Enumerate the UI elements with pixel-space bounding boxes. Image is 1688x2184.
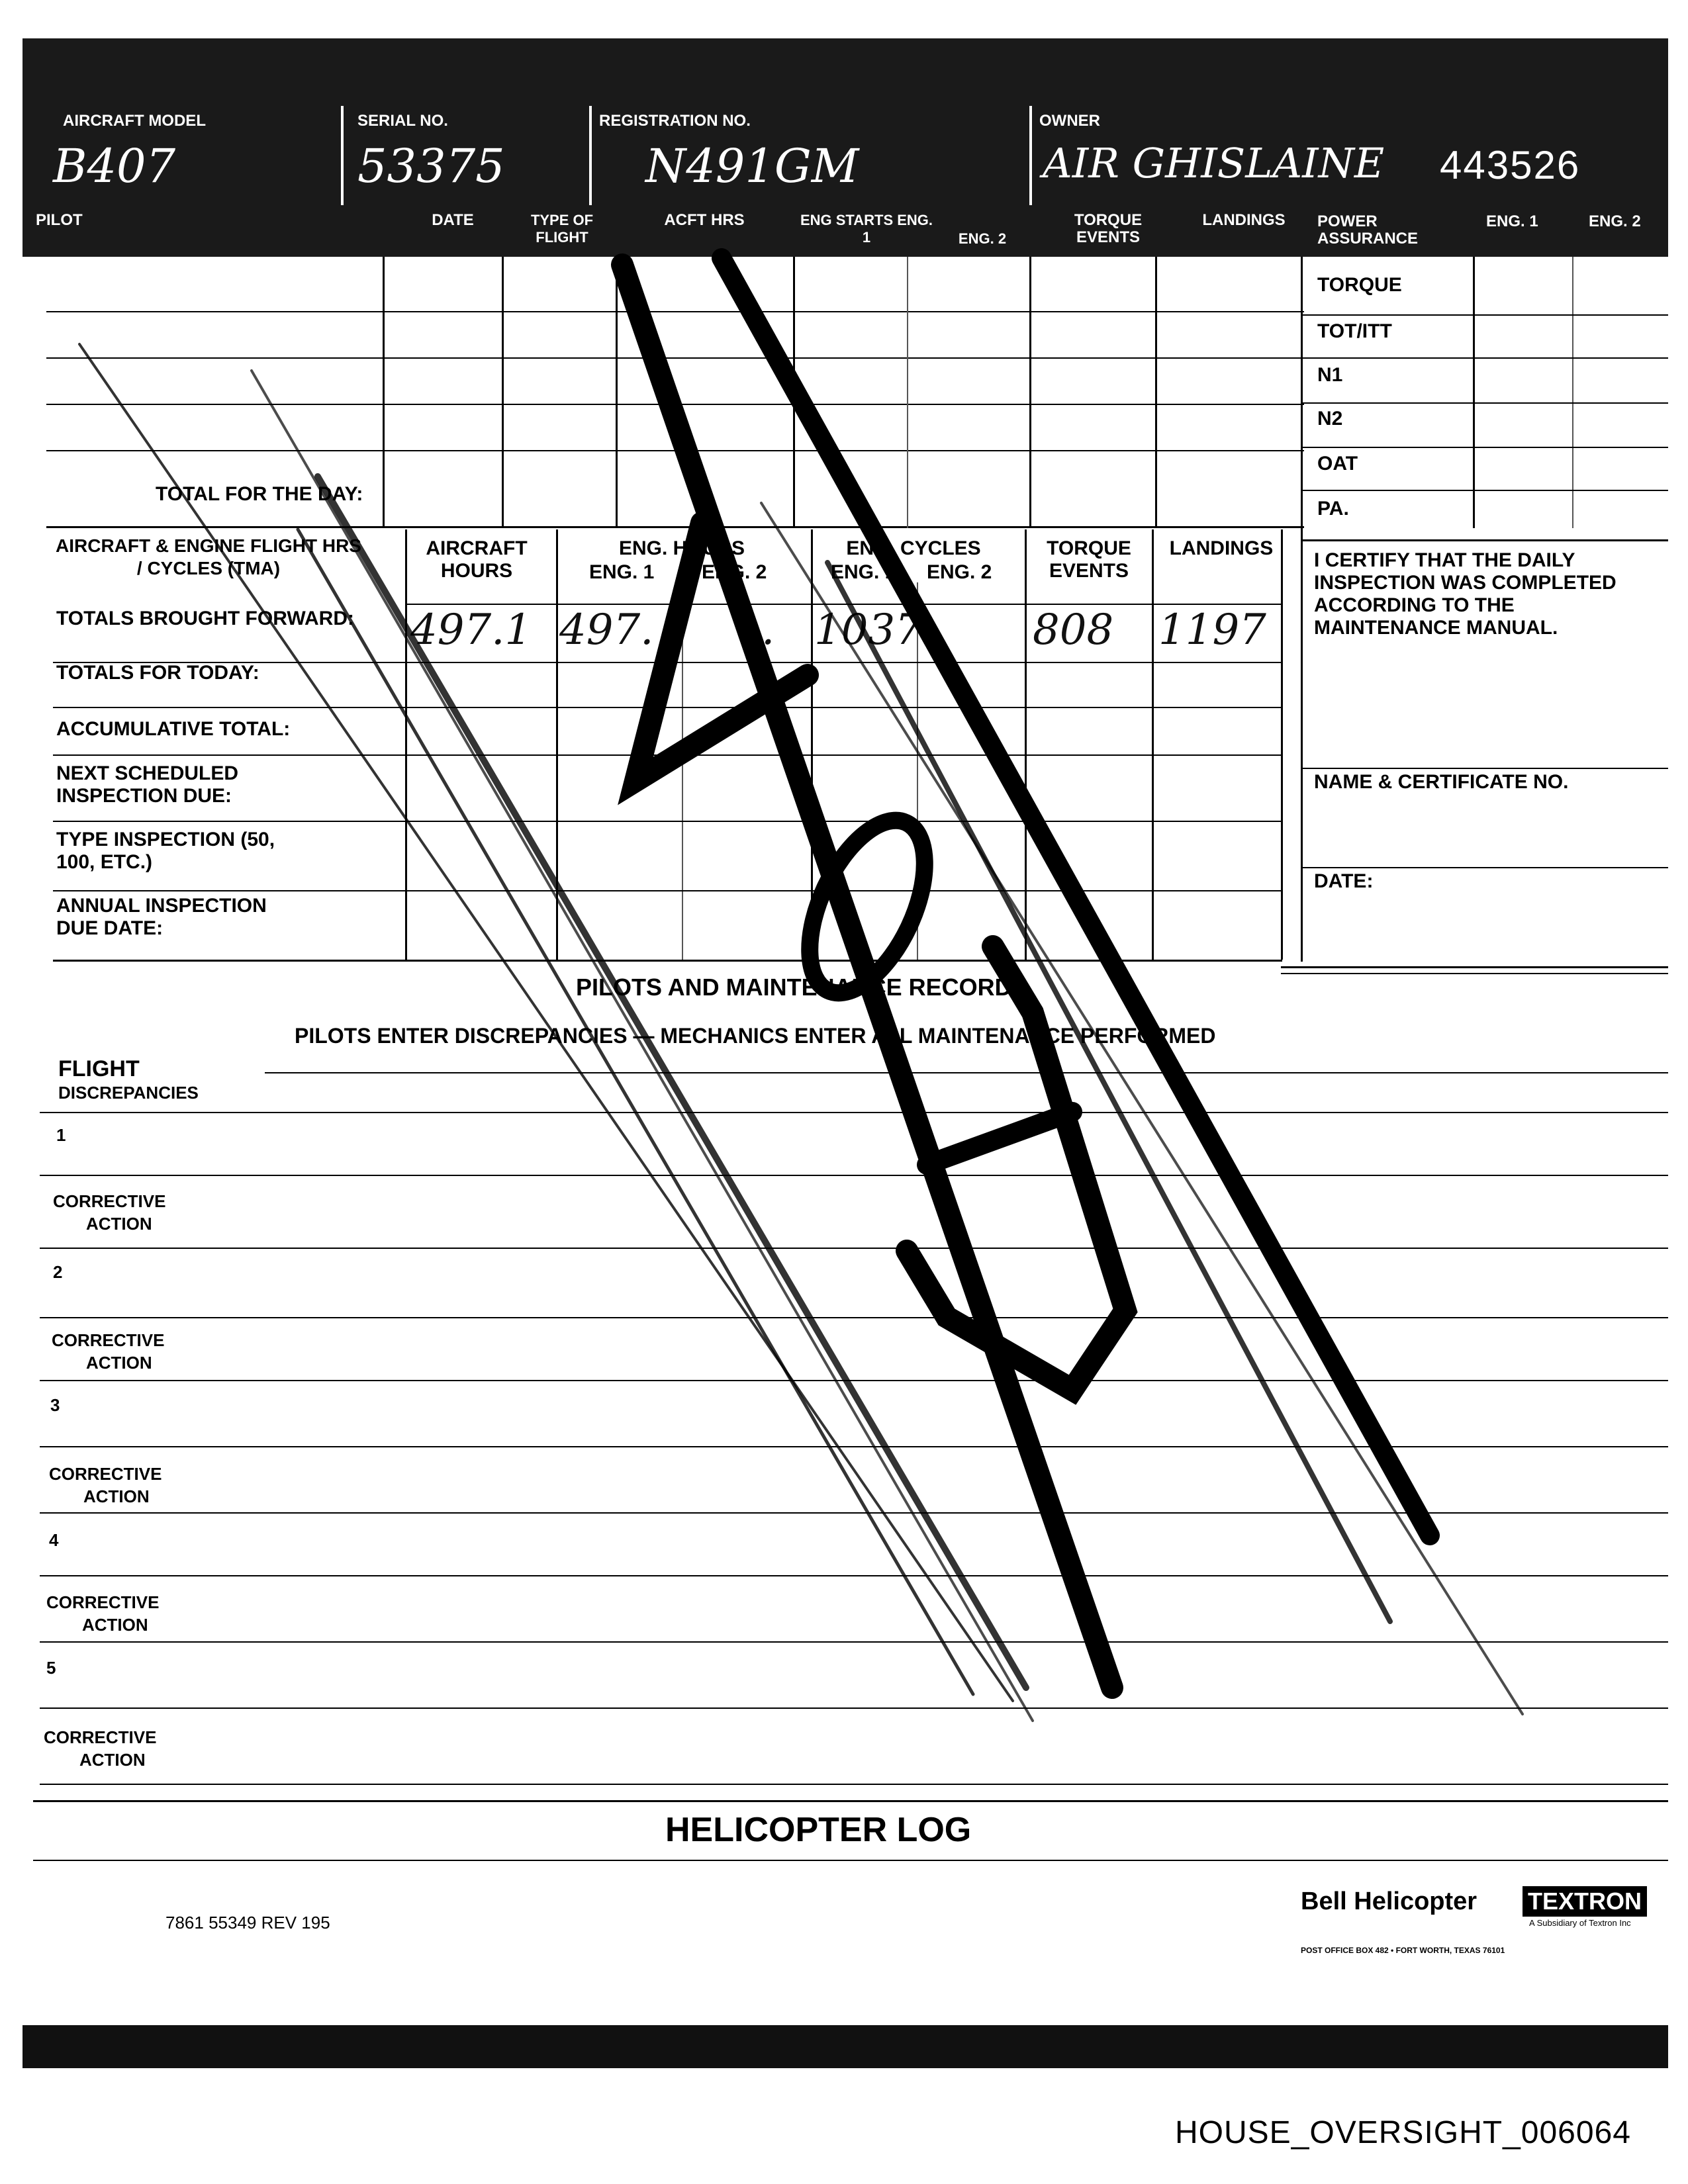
action-label-3: ACTION bbox=[83, 1486, 150, 1506]
textron-box: TEXTRON bbox=[1523, 1886, 1647, 1917]
action-label-2: ACTION bbox=[86, 1353, 152, 1373]
pa-row-n1: N1 bbox=[1317, 364, 1343, 386]
eng-cycles-header: ENG. CYCLES bbox=[846, 537, 981, 559]
corrective-label-5: CORRECTIVE bbox=[44, 1727, 157, 1747]
action-label-5: ACTION bbox=[79, 1750, 146, 1770]
eng-cycles-eng1: ENG. 1 bbox=[831, 561, 896, 583]
col-eng1-starts: ENG STARTS ENG. 1 bbox=[800, 212, 933, 246]
fwd-eng1-cycles: 1037 bbox=[814, 606, 922, 655]
action-label-4: ACTION bbox=[82, 1615, 148, 1635]
power-assurance-eng1: ENG. 1 bbox=[1486, 212, 1538, 230]
fwd-aircraft-hours: 497.1 bbox=[410, 606, 532, 655]
certify-text: I CERTIFY THAT THE DAILY INSPECTION WAS COMPLETED ACCORDING TO THE MAINTENANCE MANUAL. bbox=[1314, 549, 1617, 639]
fwd-eng2-hours: . bbox=[761, 606, 775, 655]
pa-row-torque: TORQUE bbox=[1317, 274, 1402, 296]
form-code: 7861 55349 REV 195 bbox=[165, 1913, 330, 1933]
landings-header: LANDINGS bbox=[1169, 537, 1274, 559]
col-type-of-flight: TYPE OF FLIGHT bbox=[530, 212, 594, 246]
row-accumulative-total: ACCUMULATIVE TOTAL: bbox=[56, 718, 291, 740]
col-date: DATE bbox=[432, 211, 474, 229]
discrepancies-label: DISCREPANCIES bbox=[58, 1083, 199, 1103]
address-text: POST OFFICE BOX 482 • FORT WORTH, TEXAS 76101 bbox=[1301, 1946, 1505, 1955]
flight-label: FLIGHT bbox=[58, 1056, 140, 1081]
col-torque-events: TORQUE EVENTS bbox=[1074, 211, 1143, 246]
discrepancy-item-5: 5 bbox=[46, 1658, 56, 1678]
serial-value: 53375 bbox=[357, 139, 505, 193]
footer-divider bbox=[33, 1860, 1668, 1861]
discrepancy-item-3: 3 bbox=[50, 1395, 60, 1415]
col-acft-hrs: ACFT HRS bbox=[664, 211, 745, 229]
pa-row-oat: OAT bbox=[1317, 453, 1358, 475]
action-label-1: ACTION bbox=[86, 1214, 152, 1234]
registration-label: REGISTRATION NO. bbox=[599, 112, 751, 130]
corrective-label-1: CORRECTIVE bbox=[53, 1191, 166, 1211]
power-assurance-eng2: ENG. 2 bbox=[1589, 212, 1641, 230]
power-assurance-title: POWER ASSURANCE bbox=[1317, 212, 1419, 248]
name-certificate-label: NAME & CERTIFICATE NO. bbox=[1314, 771, 1569, 793]
fwd-landings: 1197 bbox=[1158, 606, 1266, 655]
corrective-label-3: CORRECTIVE bbox=[49, 1464, 162, 1484]
aircraft-model-label: AIRCRAFT MODEL bbox=[63, 112, 206, 130]
col-eng2-starts: ENG. 2 bbox=[958, 230, 1007, 247]
bell-brand: Bell Helicopter bbox=[1301, 1888, 1477, 1915]
totals-corner-label: AIRCRAFT & ENGINE FLIGHT HRS / CYCLES (TMA) bbox=[56, 535, 361, 578]
torque-events-header: TORQUE EVENTS bbox=[1047, 537, 1131, 582]
registration-value: N491GM bbox=[645, 139, 859, 193]
fwd-torque-events: 808 bbox=[1033, 606, 1114, 655]
helicopter-log-title: HELICOPTER LOG bbox=[665, 1811, 972, 1849]
pa-row-tot-itt: TOT/ITT bbox=[1317, 320, 1392, 342]
row-type-inspection: TYPE INSPECTION (50, 100, ETC.) bbox=[56, 829, 275, 873]
form-number: 443526 bbox=[1440, 143, 1581, 187]
aircraft-hours-header: AIRCRAFT HOURS bbox=[426, 537, 528, 582]
total-for-the-day-label: TOTAL FOR THE DAY: bbox=[156, 483, 363, 505]
owner-value: AIR GHISLAINE bbox=[1043, 139, 1385, 187]
corrective-label-4: CORRECTIVE bbox=[46, 1592, 160, 1612]
eng-cycles-eng2: ENG. 2 bbox=[927, 561, 992, 583]
serial-label: SERIAL NO. bbox=[357, 112, 448, 130]
certify-date-label: DATE: bbox=[1314, 870, 1374, 892]
row-totals-for-today: TOTALS FOR TODAY: bbox=[56, 662, 259, 684]
owner-label: OWNER bbox=[1039, 112, 1100, 130]
eng-hours-eng1: ENG. 1 bbox=[589, 561, 655, 583]
discrepancy-item-1: 1 bbox=[56, 1125, 66, 1145]
corrective-label-2: CORRECTIVE bbox=[52, 1330, 165, 1350]
maintenance-subtitle: PILOTS ENTER DISCREPANCIES — MECHANICS ENTER ALL MAINTENANCE PERFORMED bbox=[295, 1024, 1216, 1048]
row-annual-inspection: ANNUAL INSPECTION DUE DATE: bbox=[56, 895, 267, 939]
col-landings: LANDINGS bbox=[1202, 211, 1286, 229]
subsidiary-text: A Subsidiary of Textron Inc bbox=[1529, 1918, 1631, 1928]
discrepancy-item-4: 4 bbox=[49, 1530, 59, 1550]
pa-row-n2: N2 bbox=[1317, 408, 1343, 430]
row-next-scheduled: NEXT SCHEDULED INSPECTION DUE: bbox=[56, 762, 239, 807]
fwd-eng1-hours: 497. bbox=[559, 606, 654, 655]
bates-number: HOUSE_OVERSIGHT_006064 bbox=[1175, 2115, 1631, 2150]
maintenance-title: PILOTS AND MAINTENANCE RECORD bbox=[576, 974, 1012, 1001]
eng-hours-header: ENG. HOURS bbox=[618, 537, 745, 559]
aircraft-model-value: B407 bbox=[53, 139, 176, 193]
pa-row-pa: PA. bbox=[1317, 498, 1349, 520]
row-totals-brought-forward: TOTALS BROUGHT FORWARD: bbox=[56, 608, 354, 629]
discrepancy-item-2: 2 bbox=[53, 1262, 63, 1282]
eng-hours-eng2: ENG. 2 bbox=[702, 561, 767, 583]
col-pilot: PILOT bbox=[36, 211, 83, 229]
footer-band bbox=[23, 2025, 1668, 2068]
